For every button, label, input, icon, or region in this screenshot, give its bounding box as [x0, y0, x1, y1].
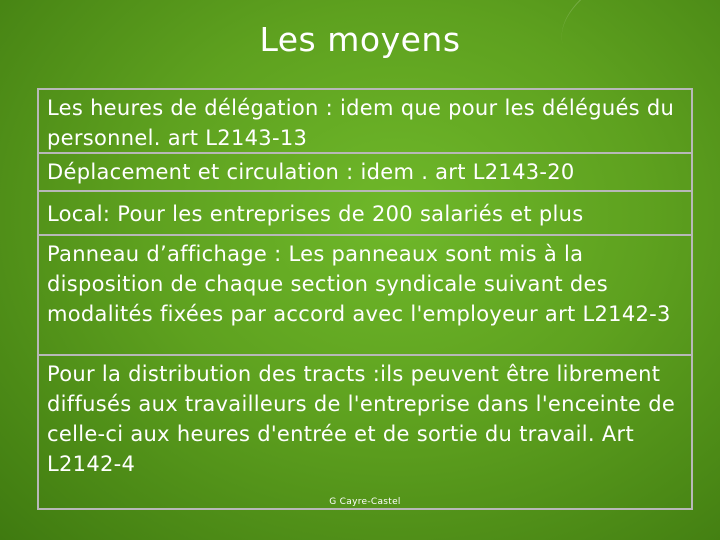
table-row-last [39, 356, 691, 508]
slide-title: Les moyens [259, 20, 461, 59]
table-row-text: Pour la distribution des tracts :ils peuvent être librement diffusés aux travailleurs de l'entreprise dans l'enceinte de celle-ci aux heures d'entrée et de sortie du travail. Art L2142-4 [47, 362, 676, 476]
table-row: Déplacement et circulation : idem . art L2143-20 [39, 154, 691, 192]
content-table [37, 88, 693, 510]
author-footer: G Cayre-Castel [329, 497, 401, 507]
table-row: Les heures de délégation : idem que pour les délégués du personnel. art L2143-13 [39, 90, 691, 154]
table-row: Panneau d’affichage : Les panneaux sont mis à la disposition de chaque section syndicale suivant des modalités fixées par accord avec l'employeur art L2142-3 [39, 236, 691, 356]
table-row: Local: Pour les entreprises de 200 salariés et plus [39, 192, 691, 236]
